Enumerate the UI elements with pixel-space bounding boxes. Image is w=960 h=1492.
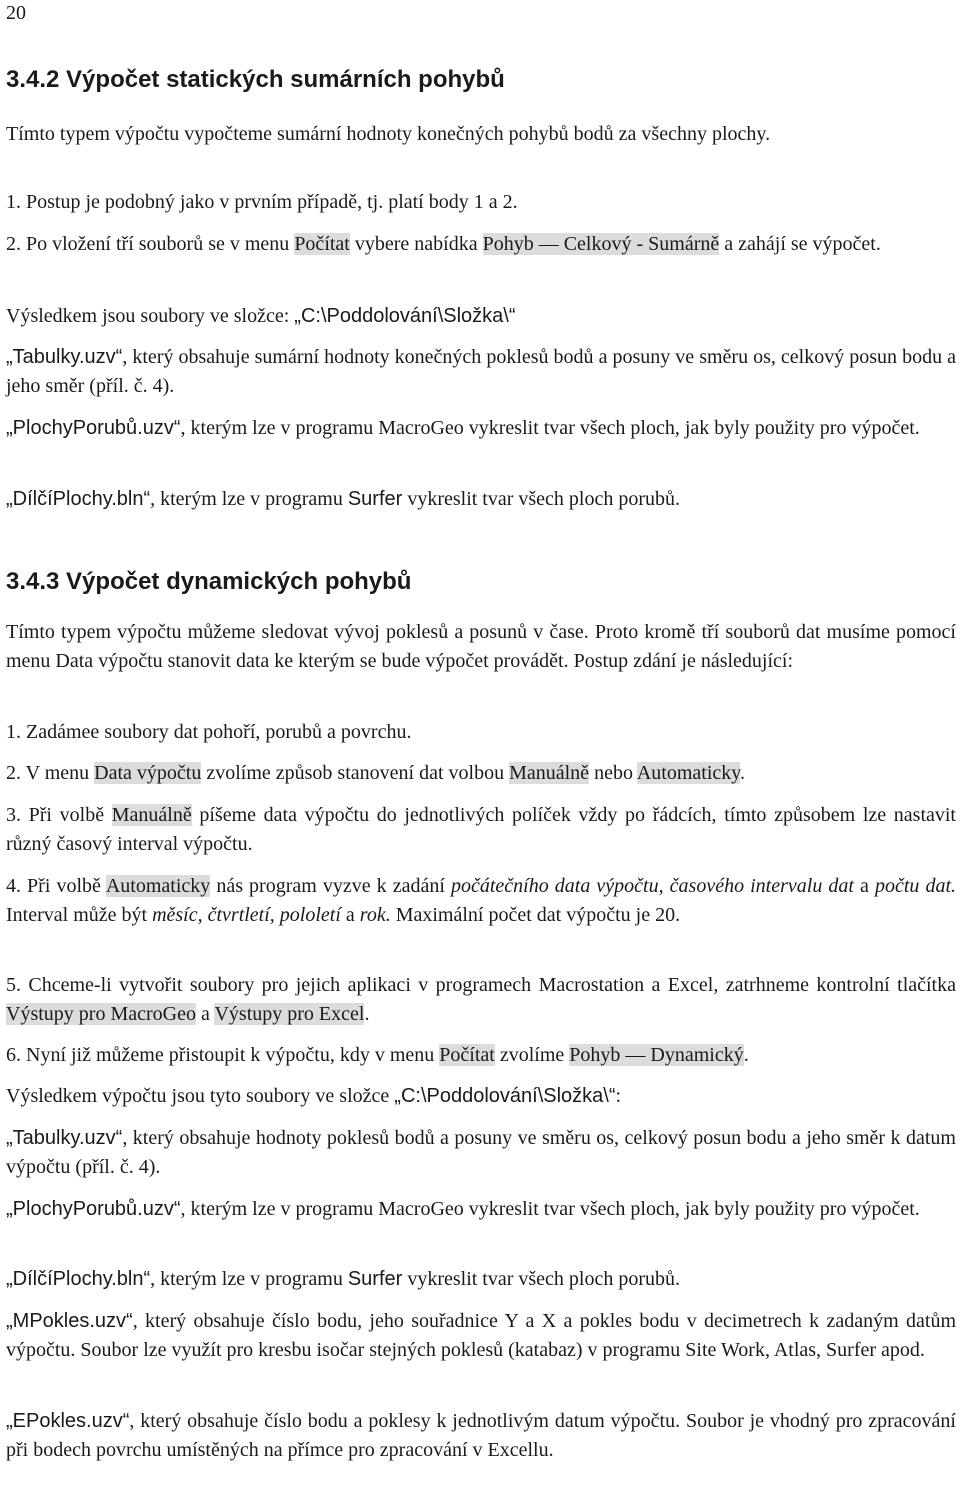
file-name: „Tabulky.uzv“ — [6, 346, 123, 368]
text-fragment: Maximální počet dat výpočtu je 20. — [390, 904, 681, 926]
file-description: , kterým lze v programu MacroGeo vykreslit tvar všech ploch, jak byly použity pro výpočet. — [180, 417, 920, 439]
option-manualne: Manuálně — [509, 762, 590, 784]
list-item-step1-dynamic: 1. Zadámee soubory dat pohoří, porubů a povrchu. — [6, 721, 412, 743]
text-fragment: vykreslit tvar všech ploch porubů. — [402, 1268, 681, 1290]
file-description: , který obsahuje číslo bodu a poklesy k jednotlivým datum výpočtu. Soubor je vhodný pro zpracování při bodech povrchu umístěných na přímce pro zpracování v Excellu. — [6, 1410, 956, 1461]
italic-term: počátečního data výpočtu — [450, 875, 659, 897]
paragraph-intro-static: Tímto typem výpočtu vypočteme sumární hodnoty konečných pohybů bodů za všechny plochy. — [6, 123, 771, 145]
option-manualne: Manuálně — [111, 804, 192, 826]
text-fragment: Interval může být — [6, 904, 153, 926]
file-name: „DílčíPlochy.bln“ — [6, 1268, 151, 1290]
text-fragment: Výsledkem výpočtu jsou tyto soubory ve složce — [6, 1085, 395, 1107]
text-fragment: píšeme data výpočtu do jednotlivých políček vždy po řádcích, tímto způsobem lze nastavit různý časový interval výpočtu. — [6, 804, 956, 855]
list-item-step4-dynamic — [6, 872, 956, 930]
result-line-dynamic — [6, 1082, 956, 1111]
text-fragment: 5. Chceme-li vytvořit soubory pro jejich aplikaci v programech Macrostation a Excel, zatrhneme kontrolní tlačítka — [6, 974, 956, 996]
text-fragment: vykreslit tvar všech ploch porubů. — [402, 488, 681, 510]
text-fragment: , kterým lze v programu — [150, 1268, 348, 1290]
text-fragment: nás program vyzve k zadání — [210, 875, 451, 897]
text-fragment: nebo — [589, 762, 637, 784]
text-fragment: 2. V menu — [6, 762, 95, 784]
file-entry-dilciplochy-static — [6, 485, 956, 514]
text-fragment: . — [364, 1003, 370, 1025]
page-number: 20 — [6, 2, 26, 24]
folder-path: „C:\Poddolování\Složka\“ — [394, 1085, 616, 1107]
file-name: „PlochyPorubů.uzv“ — [6, 1198, 181, 1220]
file-entry-tabulky-dynamic — [6, 1124, 956, 1182]
file-entry-tabulky-static — [6, 343, 956, 401]
text-fragment: , — [658, 875, 670, 897]
file-entry-mpokles — [6, 1307, 956, 1365]
text-fragment: 4. Při volbě — [6, 875, 106, 897]
italic-term: časového intervalu dat — [669, 875, 854, 897]
menu-reference-pocitat: Počítat — [439, 1044, 495, 1066]
section-heading-dynamic: 3.4.3 Výpočet dynamických pohybů — [6, 568, 412, 595]
program-name: Surfer — [347, 1268, 403, 1290]
file-name: „EPokles.uzv“ — [6, 1410, 130, 1432]
option-automaticky: Automaticky — [636, 762, 740, 784]
menu-option-pohyb-celkovy: Pohyb — Celkový - Sumárně — [482, 233, 720, 255]
file-entry-plochyporubu-static — [6, 414, 956, 443]
file-entry-plochyporubu-dynamic — [6, 1195, 956, 1224]
text-fragment: , kterým lze v programu — [150, 488, 348, 510]
file-description: , kterým lze v programu MacroGeo vykreslit tvar všech ploch, jak byly použity pro výpočet. — [180, 1198, 920, 1220]
text-fragment: 3. Při volbě — [6, 804, 112, 826]
text-fragment: . — [739, 762, 745, 784]
text-fragment: zvolíme způsob stanovení dat volbou — [201, 762, 510, 784]
paragraph-intro-dynamic: Tímto typem výpočtu můžeme sledovat vývoj poklesů a posunů v čase. Proto kromě tří souborů dat musíme pomocí menu Data výpočtu stanovit data ke kterým se bude výpočet provádět. Postup zdání je následující: — [6, 621, 956, 672]
file-entry-epokles — [6, 1407, 956, 1465]
section-heading-static: 3.4.2 Výpočet statických sumárních pohybů — [6, 66, 505, 93]
file-name: „DílčíPlochy.bln“ — [6, 488, 151, 510]
italic-term: rok. — [359, 904, 391, 926]
option-automaticky: Automaticky — [105, 875, 211, 897]
list-item-step3-dynamic — [6, 801, 956, 859]
result-line-static — [6, 302, 956, 331]
text-fragment: . — [743, 1044, 749, 1066]
list-item-step6-dynamic — [6, 1041, 956, 1070]
italic-term: počtu dat. — [874, 875, 956, 897]
folder-path: „C:\Poddolování\Složka\“ — [294, 305, 516, 327]
file-description: , který obsahuje číslo bodu, jeho souřadnice Y a X a pokles bodu v decimetrech k zadaným datům výpočtu. Soubor lze využít pro kresbu isočar stejných poklesů (katabaz) v programu Site Work, Atlas, Surfer apod. — [6, 1310, 956, 1361]
file-description: , který obsahuje sumární hodnoty konečných poklesů bodů a posuny ve směru os, celkový posun bodu a jeho směr (příl. č. 4). — [6, 346, 956, 397]
file-entry-dilciplochy-dynamic — [6, 1265, 956, 1294]
text-fragment: : — [615, 1085, 622, 1107]
file-name: „Tabulky.uzv“ — [6, 1127, 123, 1149]
menu-option-pohyb-dynamicky: Pohyb — Dynamický — [569, 1044, 744, 1066]
text-fragment: zvolíme — [494, 1044, 570, 1066]
list-item-step1-static: 1. Postup je podobný jako v prvním případě, tj. platí body 1 a 2. — [6, 191, 518, 213]
list-item-step2-dynamic — [6, 759, 956, 788]
text-fragment: a — [195, 1003, 215, 1025]
text-fragment: vybere nabídka — [349, 233, 483, 255]
text-fragment: 2. Po vložení tří souborů se v menu — [6, 233, 295, 255]
text-fragment: Výsledkem jsou soubory ve složce: — [6, 305, 295, 327]
menu-reference-data-vypoctu: Data výpočtu — [94, 762, 202, 784]
text-fragment: a zahájí se výpočet. — [719, 233, 881, 255]
file-name: „MPokles.uzv“ — [6, 1310, 133, 1332]
program-name: Surfer — [347, 488, 403, 510]
file-description: , který obsahuje hodnoty poklesů bodů a posuny ve směru os, celkový posun bodu a jeho směr k datum výpočtu (příl. č. 4). — [6, 1127, 956, 1178]
text-fragment: a — [340, 904, 360, 926]
file-name: „PlochyPorubů.uzv“ — [6, 417, 181, 439]
checkbox-label-vystupy-macrogeo: Výstupy pro MacroGeo — [6, 1003, 196, 1025]
text-fragment: 6. Nyní již můžeme přistoupit k výpočtu, kdy v menu — [6, 1044, 440, 1066]
italic-term: měsíc, čtvrtletí, pololetí — [152, 904, 341, 926]
list-item-step5-dynamic — [6, 971, 956, 1029]
list-item-step2-static — [6, 230, 956, 259]
checkbox-label-vystupy-excel: Výstupy pro Excel — [214, 1003, 365, 1025]
text-fragment: a — [853, 875, 875, 897]
menu-reference-pocitat: Počítat — [294, 233, 350, 255]
